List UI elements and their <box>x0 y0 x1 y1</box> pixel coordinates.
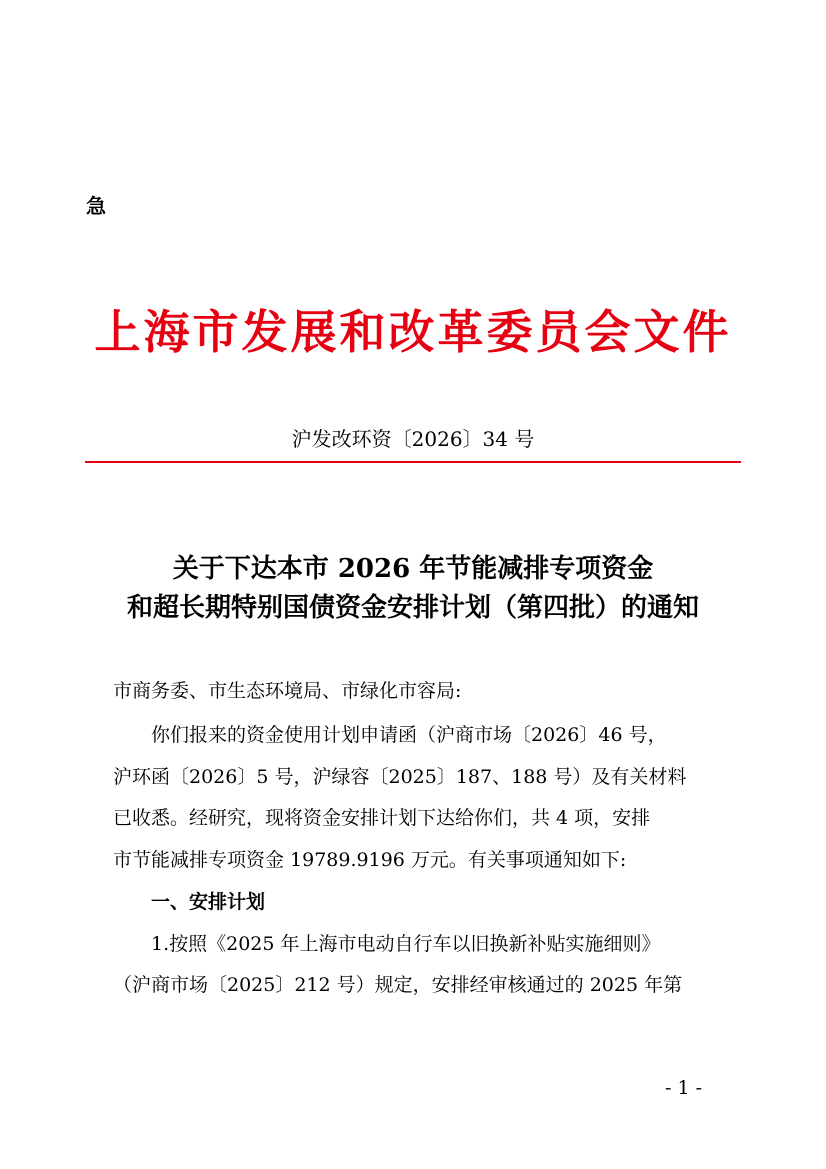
document-title-line-2: 和超长期特别国债资金安排计划（第四批）的通知 <box>126 593 699 623</box>
section-heading: 一、安排计划 <box>151 891 266 913</box>
item-line: 1.按照《2025 年上海市电动自行车以旧换新补贴实施细则》 <box>151 933 661 955</box>
document-title-line-1: 关于下达本市 2026 年节能减排专项资金 <box>172 554 654 584</box>
paragraph-line: 市节能减排专项资金 19789.9196 万元。有关事项通知如下: <box>113 849 627 871</box>
paragraph-line: 已收悉。经研究，现将资金安排计划下达给你们，共 4 项，安排 <box>113 807 651 829</box>
paragraph-line: 你们报来的资金使用计划申请函（沪商市场〔2026〕46 号， <box>151 724 667 746</box>
item-line: （沪商市场〔2025〕212 号）规定，安排经审核通过的 2025 年第 <box>113 974 683 996</box>
recipients-line: 市商务委、市生态环境局、市绿化市容局: <box>113 680 462 702</box>
document-number: 沪发改环资〔2026〕34 号 <box>291 427 535 451</box>
red-separator-line <box>85 461 741 463</box>
paragraph-line: 沪环函〔2026〕5 号，沪绿容〔2025〕187、188 号）及有关材料 <box>113 766 687 788</box>
issuer-header: 上海市发展和改革委员会文件 <box>94 305 732 359</box>
urgency-mark: 急 <box>86 194 106 218</box>
page-number: - 1 - <box>665 1077 703 1099</box>
